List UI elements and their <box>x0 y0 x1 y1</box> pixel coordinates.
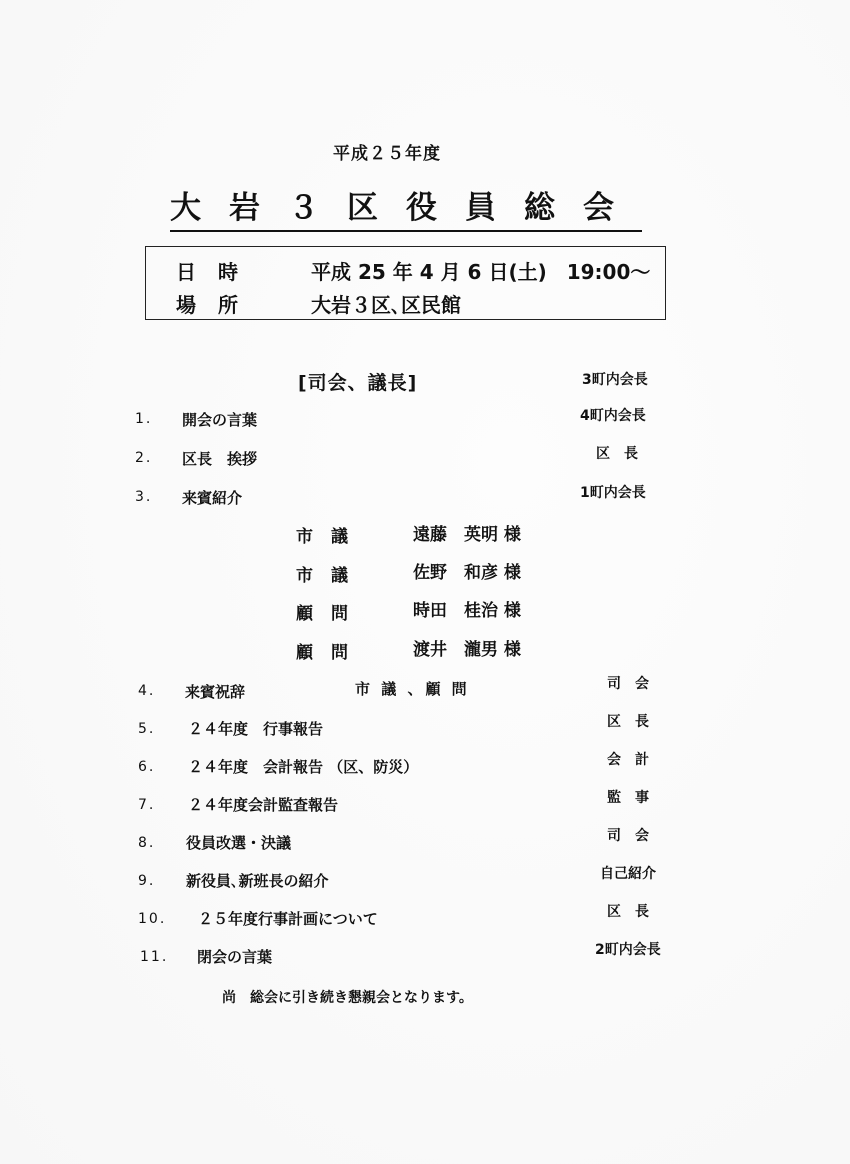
agenda-number: 1. <box>135 411 153 427</box>
document-title: 大岩３区役員総会 <box>170 188 642 232</box>
date-place-box <box>145 246 666 320</box>
agenda-responsible: 会計 <box>607 752 663 768</box>
speech-givers: 市 議 、顧 問 <box>355 680 470 698</box>
agenda-text: 開会の言葉 <box>182 411 258 429</box>
agenda-number: 10. <box>138 911 167 927</box>
agenda-text: 役員改選・決議 <box>186 834 292 852</box>
agenda-number: 3. <box>135 489 153 505</box>
agenda-number: 2. <box>135 450 153 466</box>
agenda-text: ２４年度会計監査報告 <box>188 796 339 814</box>
agenda-text: ２４年度 行事報告 <box>188 720 324 738</box>
guest-role: 顧問 <box>296 643 366 663</box>
agenda-number: 9. <box>138 873 156 889</box>
agenda-responsible: 区長 <box>607 904 663 920</box>
closing-note: 尚 総会に引き続き懇親会となります。 <box>222 990 473 1006</box>
agenda-text: 閉会の言葉 <box>197 948 273 966</box>
guest-role: 市議 <box>296 566 366 586</box>
agenda-responsible: 自己紹介 <box>600 866 656 882</box>
place-label: 場所 <box>176 293 260 317</box>
chair-responsible: 3町内会長 <box>582 372 648 388</box>
agenda-text: 新役員､新班長の紹介 <box>186 872 329 890</box>
agenda-responsible: 2町内会長 <box>595 942 661 958</box>
agenda-number: 7. <box>138 797 156 813</box>
fiscal-year-heading: 平成２５年度 <box>333 144 441 164</box>
guest-role: 市議 <box>296 527 366 547</box>
agenda-number: 5. <box>138 721 156 737</box>
agenda-text: 区長 挨拶 <box>182 450 258 468</box>
agenda-text: 来賓紹介 <box>182 489 243 507</box>
agenda-responsible: 1町内会長 <box>580 485 646 501</box>
agenda-number: 6. <box>138 759 156 775</box>
date-value: 平成 25 年 4 月 6 日(土) 19:00～ <box>311 260 651 284</box>
place-value: 大岩３区､区民館 <box>311 293 461 317</box>
agenda-responsible: 区長 <box>607 714 663 730</box>
agenda-responsible: 4町内会長 <box>580 408 646 424</box>
agenda-responsible: 司会 <box>607 676 663 692</box>
agenda-text: ２５年度行事計画について <box>198 910 378 928</box>
agenda-number: 11. <box>140 949 169 965</box>
agenda-number: 8. <box>138 835 156 851</box>
agenda-text: 来賓祝辞 <box>185 683 246 701</box>
agenda-responsible: 監事 <box>607 790 663 806</box>
guest-name: 時田 桂治 様 <box>413 601 521 621</box>
guest-role: 顧問 <box>296 604 366 624</box>
agenda-responsible: 司会 <box>607 828 663 844</box>
agenda-number: 4. <box>138 683 156 699</box>
agenda-text: ２４年度 会計報告 （区、防災） <box>188 758 419 776</box>
guest-name: 佐野 和彦 様 <box>413 563 521 583</box>
guest-name: 渡井 瀧男 様 <box>413 640 521 660</box>
chair-heading: [司会、議長] <box>298 372 418 394</box>
agenda-responsible: 区長 <box>596 446 652 462</box>
guest-name: 遠藤 英明 様 <box>413 525 521 545</box>
date-label: 日時 <box>176 260 260 284</box>
